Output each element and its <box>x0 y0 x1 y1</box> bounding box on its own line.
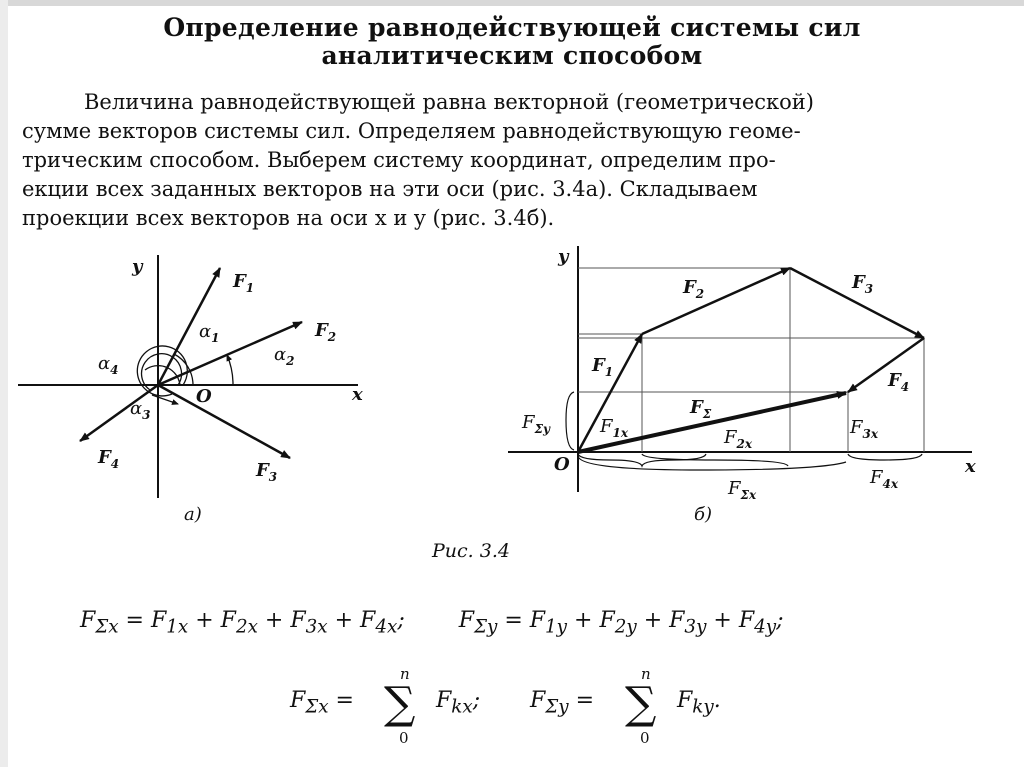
fig-a-caption: а) <box>184 504 202 525</box>
paragraph-line-3: трическим способом. Выберем систему координат, определим про- <box>22 148 776 172</box>
fig-b-f2x-label: $F_{2x}$ <box>724 427 753 451</box>
sum-2-lower: 0 <box>640 729 650 747</box>
fig-b-force-4-label: $F_4$ <box>888 370 910 394</box>
figure-a <box>18 255 363 525</box>
fig-b-force-2-label: $F_2$ <box>683 277 705 301</box>
sum-1-symbol: ∑ <box>384 678 416 729</box>
fig-b-fsy-label: $F_{\Sigma y}$ <box>522 412 550 436</box>
fig-a-angle-3-label: $\alpha_3$ <box>130 398 151 422</box>
fig-b-resultant-label: $F_\Sigma$ <box>690 397 712 421</box>
fig-a-angle-4-label: $\alpha_4$ <box>98 353 119 377</box>
fig-a-y-label: y <box>132 256 143 277</box>
fig-a-force-4-label: $F_4$ <box>98 447 120 471</box>
fig-a-force-3-label: $F_3$ <box>256 460 278 484</box>
fig-a-force-3-arrow <box>158 385 290 458</box>
fig-b-origin-label: O <box>554 454 570 475</box>
fig-b-force-2-arrow <box>642 268 790 334</box>
formula-sigma-x-term: $F_{kx}$; <box>436 688 481 718</box>
formula-sigma-y-term: $F_{ky}$. <box>677 688 721 718</box>
fig-b-force-3-label: $F_3$ <box>852 272 874 296</box>
title-line-2: аналитическим способом <box>321 41 703 70</box>
figure-b <box>508 246 976 525</box>
fig-a-angle-2-arc <box>227 355 233 385</box>
paragraph-line-4: екции всех заданных векторов на эти оси (рис. 3.4а). Складываем <box>22 177 758 201</box>
fig-a-angle-1-label: $\alpha_1$ <box>199 321 220 345</box>
paragraph-line-5: проекции всех векторов на оси x и y (рис. 3.4б). <box>22 206 555 230</box>
formula-sigma-y-left: $F_{\Sigma y}$ = <box>530 688 595 718</box>
sum-2-upper: n <box>641 665 651 683</box>
formula-line-2 <box>290 688 354 717</box>
fig-a-angle-2-label: $\alpha_2$ <box>274 344 295 368</box>
formula-line-1 <box>80 608 784 637</box>
paragraph-line-1: Величина равнодействующей равна векторной (геометрической) <box>84 90 814 114</box>
paragraph-line-2: сумме векторов системы сил. Определяем равнодействующую геоме- <box>22 119 801 143</box>
fig-b-force-4-arrow <box>848 338 924 392</box>
formula-sigma-x-left: $F_{\Sigma x}$ = <box>290 688 354 718</box>
fig-a-force-1-label: $F_1$ <box>233 271 255 295</box>
fig-b-caption: б) <box>694 504 713 525</box>
fig-a-x-label: x <box>352 384 363 405</box>
sum-2-symbol: ∑ <box>625 678 657 729</box>
fig-a-origin-label: O <box>196 386 212 407</box>
fig-b-x-label: x <box>965 456 976 477</box>
fig-b-f3x-label: $F_{3x}$ <box>850 417 879 441</box>
fig-b-y-label: y <box>558 246 569 267</box>
formula-sum-y: $F_{\Sigma y} = F_{1y} + F_{2y} + F_{3y} + F_{4y}$; <box>458 608 784 638</box>
title-line-1: Определение равнодействующей системы сил <box>163 13 861 42</box>
sum-1-lower: 0 <box>399 729 409 747</box>
fig-b-f1x-label: $F_{1x}$ <box>600 416 629 440</box>
sum-notation <box>384 665 656 747</box>
fig-a-force-2-label: $F_2$ <box>315 320 337 344</box>
fig-b-f4x-label: $F_{4x}$ <box>870 467 899 491</box>
fig-b-resultant-arrow <box>578 393 846 452</box>
fig-b-force-1-label: $F_1$ <box>592 355 614 379</box>
figure-caption: Рис. 3.4 <box>432 540 510 562</box>
fig-b-fsx-label: $F_{\Sigma x}$ <box>728 478 757 502</box>
formula-sum-x: $F_{\Sigma x} = F_{1x} + F_{2x} + F_{3x} + F_{4x}$; <box>80 608 405 638</box>
sum-1-upper: n <box>400 665 410 683</box>
